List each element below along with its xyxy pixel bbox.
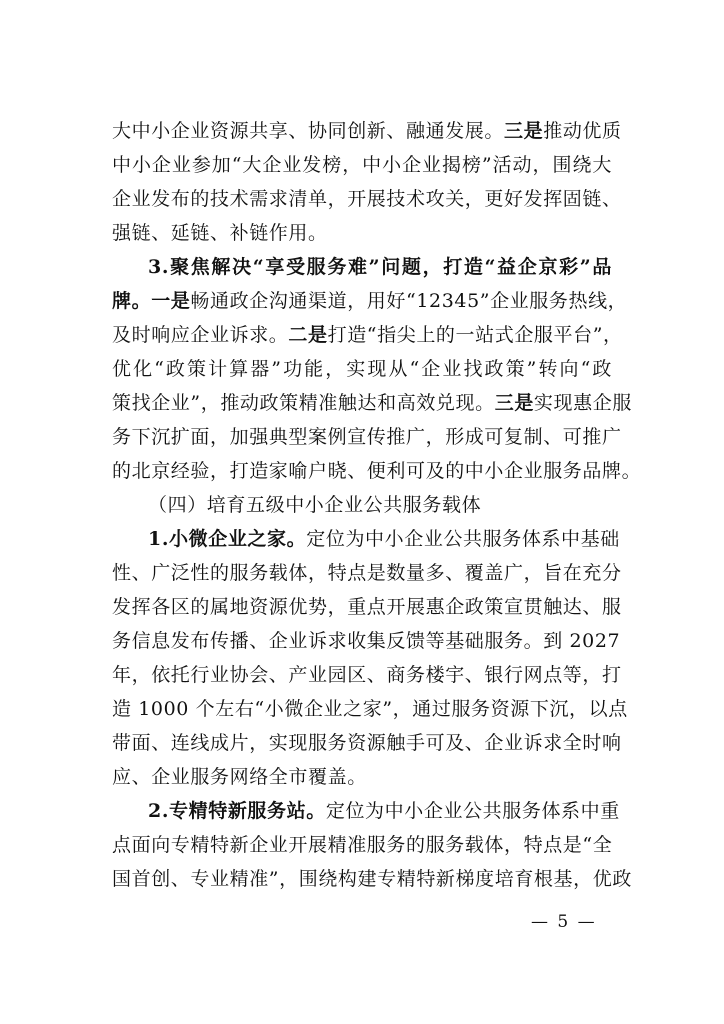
text-line: 牌。一是畅通政企沟通渠道，用好“12345”企业服务热线， xyxy=(112,290,628,312)
text-line: 点面向专精特新企业开展精准服务的服务载体，特点是“全 xyxy=(112,834,613,856)
text-line: 带面、连线成片，实现服务资源触手可及、企业诉求全时响 xyxy=(112,732,622,754)
text-line: 策找企业”，推动政策精准触达和高效兑现。三是实现惠企服 xyxy=(112,392,632,414)
text-line: 年，依托行业协会、产业园区、商务楼宇、银行网点等，打 xyxy=(112,664,622,686)
text-line: 务下沉扩面，加强典型案例宣传推广，形成可复制、可推广 xyxy=(112,426,622,448)
subsection-heading: （四）培育五级中小企业公共服务载体 xyxy=(148,494,482,516)
text-line: 强链、延链、补链作用。 xyxy=(112,222,328,244)
text-line: 优化“政策计算器”功能，实现从“企业找政策”转向“政 xyxy=(112,358,612,380)
text-line: 及时响应企业诉求。二是打造“指尖上的一站式企服平台”， xyxy=(112,324,623,346)
page-number: — 5 — xyxy=(531,912,597,932)
text-line: 的北京经验，打造家喻户晓、便利可及的中小企业服务品牌。 xyxy=(112,460,642,482)
text-line: 中小企业参加“大企业发榜，中小企业揭榜”活动，围绕大 xyxy=(112,154,612,176)
section-heading: 3.聚焦解决“享受服务难”问题，打造“益企京彩”品 xyxy=(148,256,612,278)
text-line: 务信息发布传播、企业诉求收集反馈等基础服务。到 2027 xyxy=(112,630,621,652)
text-line: 2.专精特新服务站。定位为中小企业公共服务体系中重 xyxy=(148,800,620,822)
text-line: 发挥各区的属地资源优势，重点开展惠企政策宣贯触达、服 xyxy=(112,596,622,618)
document-body xyxy=(112,114,642,896)
text-line: 1.小微企业之家。定位为中小企业公共服务体系中基础 xyxy=(148,528,620,550)
text-line: 国首创、专业精准”，围绕构建专精特新梯度培育根基，优政 xyxy=(112,868,632,890)
text-line: 企业发布的技术需求清单，开展技术攻关，更好发挥固链、 xyxy=(112,188,622,210)
text-line: 性、广泛性的服务载体，特点是数量多、覆盖广，旨在充分 xyxy=(112,562,622,584)
text-line: 造 1000 个左右“小微企业之家”，通过服务资源下沉，以点 xyxy=(112,698,628,720)
text-line: 应、企业服务网络全市覆盖。 xyxy=(112,766,367,788)
text-line: 大中小企业资源共享、协同创新、融通发展。三是推动优质 xyxy=(112,120,622,142)
